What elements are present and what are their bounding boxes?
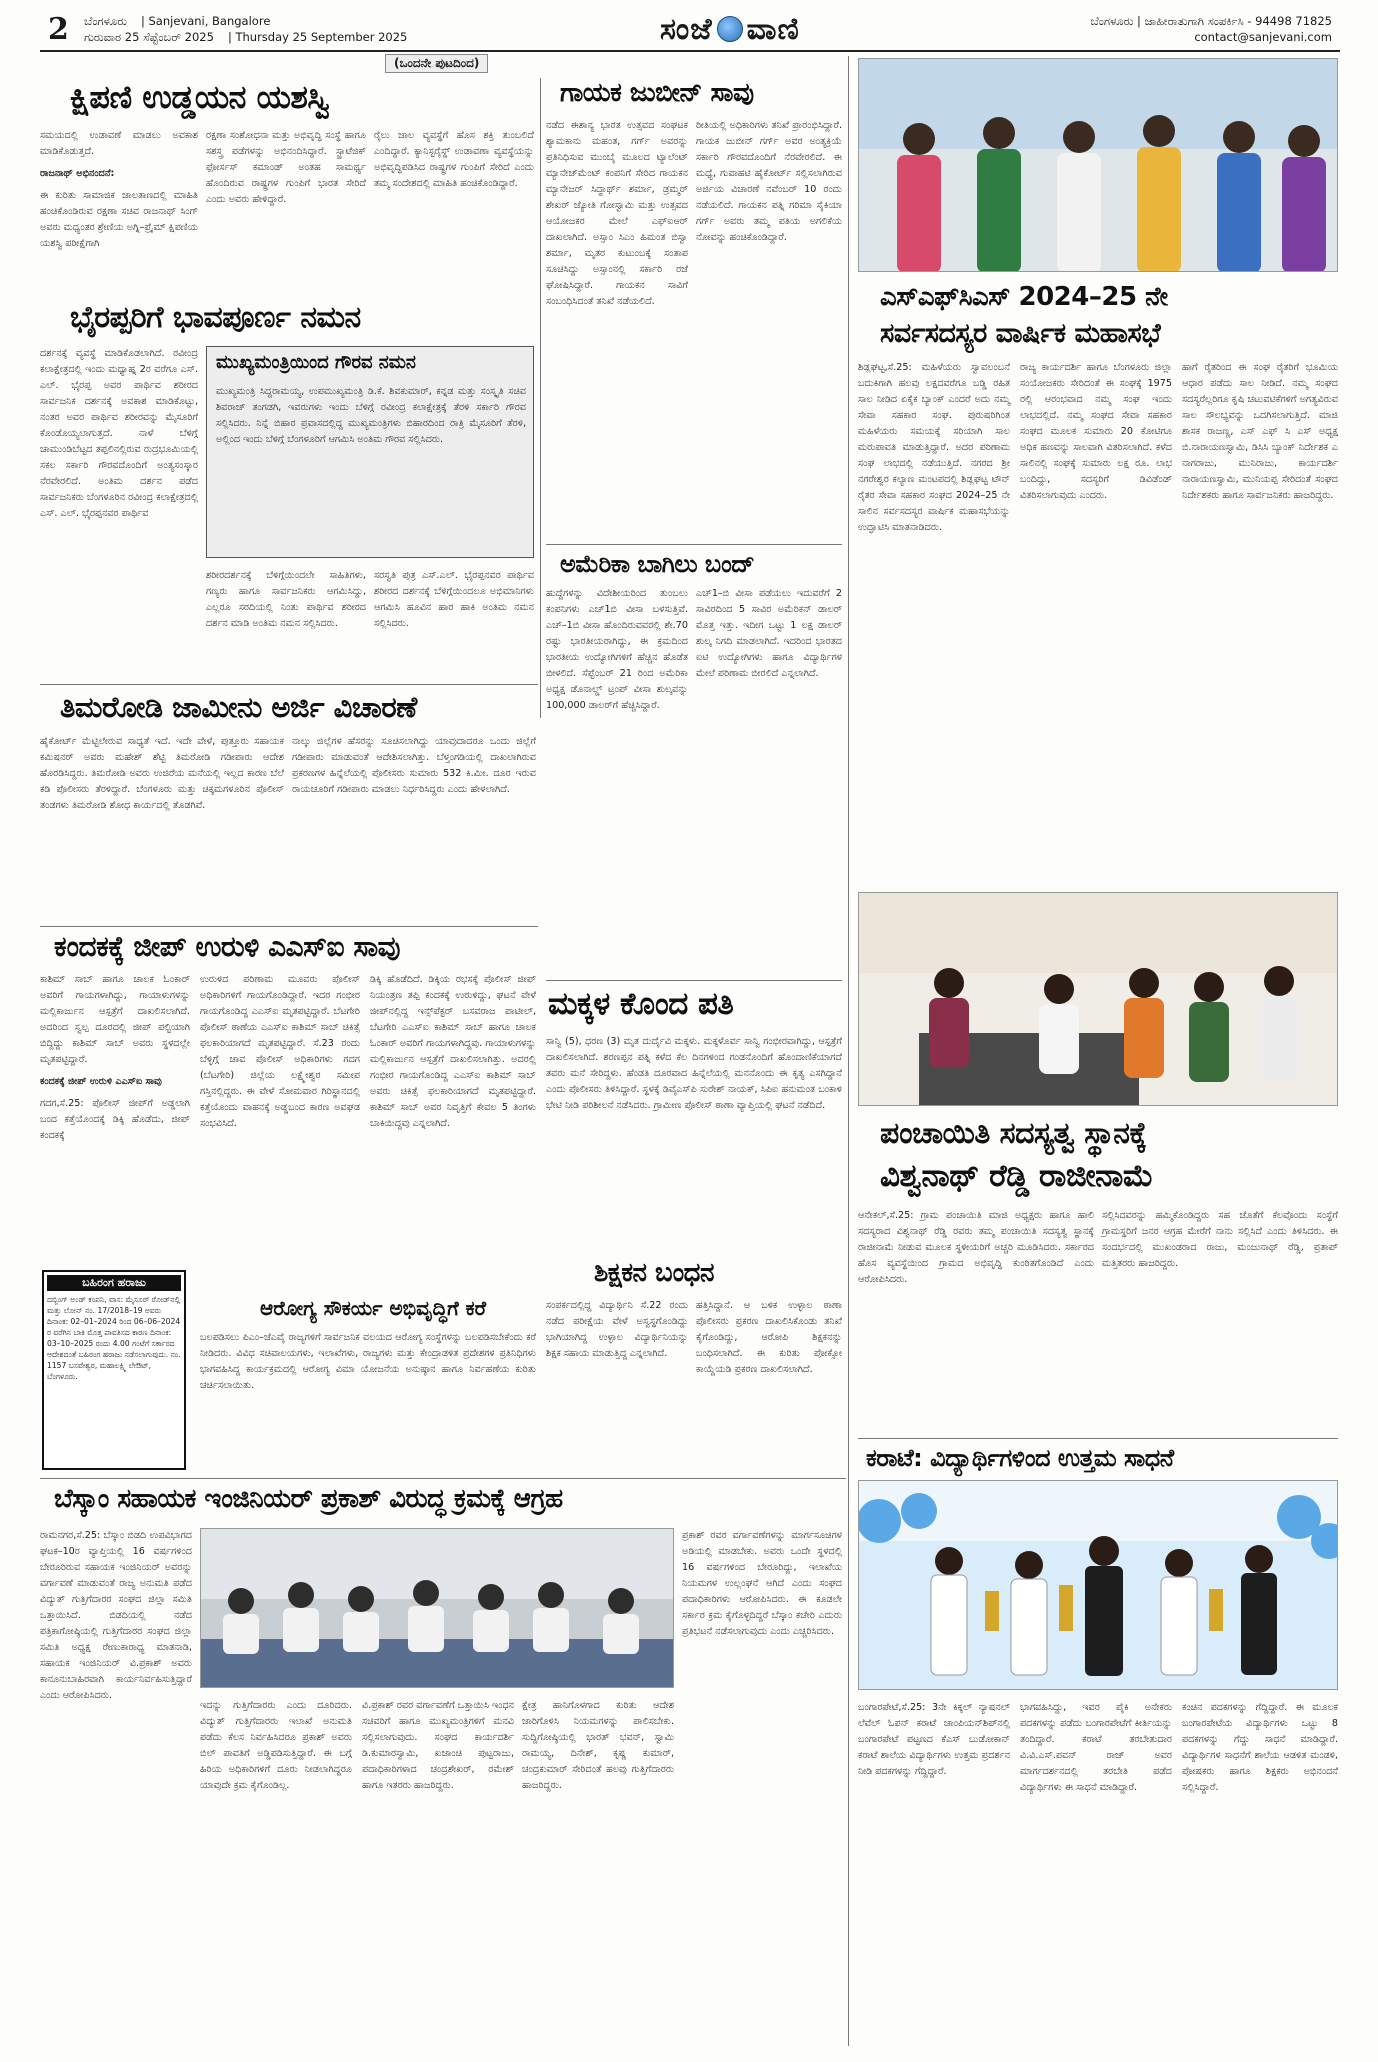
ad-contact: ಬೆಂಗಳೂರು | ಜಾಹೀರಾತುಗಾಗಿ ಸಂಪರ್ಕಿಸಿ - 94498 71825 [1090,14,1332,28]
resignation-image [859,893,1338,1106]
bescom-col5: ಕ್ಷೇತ್ರ ಹಾನಿಗೊಳಗಾದ ಕುರಿತು ಆದೇಶ ಜಾರಿಗೊಳಿಸಿ ನಿಯಮಗಳನ್ನು ಪಾಲಿಸಬೇಕು. ಸುದ್ದಿಗೋಷ್ಠಿಯಲ್ಲಿ ಭಾರತ್ ಭವನ್, ಸ್ವಾಮಿ ರಾಮಯ್ಯ, ದಿನೇಶ್, ಕೃಷ್ಣ ಕುಮಾರ್, ಚಂದ್ರಕುಮಾರ್ ಸೇರಿದಂತೆ ಹಲವು ಗುತ್ತಿಗೆದಾರರು ಹಾಜರಿದ್ದರು. [522,1700,674,1791]
globe-icon [717,16,743,42]
bail-col1: ಹೈಕೋರ್ಟ್ ಮೆಟ್ಟಿಲೇರುವ ಸಾಧ್ಯತೆ ಇದೆ. ಇದೇ ವೇಳೆ, ಪುತ್ತೂರು ಸಹಾಯಕ ಕಮಿಷನರ್ ಅವರು ಮಹೇಶ್ ಶೆಟ್ಟಿ ತಿಮರೋಡಿ ಗಡೀಪಾರು ಆದೇಶ ಹೊರಡಿಸಿದ್ದರು. ತಿಮರೋಡಿ ಅವರು ಉಜಿರೆಯ ಮನೆಯಲ್ಲಿ ಇಲ್ಲದ ಕಾರಣ ಬೆಲೆ ಕಡಿ ಪೊಲೀಸರು ತೆರಳಿದ್ದಾರೆ. ಬೆಂಗಳೂರು ಮತ್ತು ಚಿಕ್ಕಮಗಳೂರಿನ ಪೊಲೀಸ್ ತಂಡಗಳು ತಿಮರೋಡಿ ಶೋಧ ಕಾರ್ಯದಲ್ಲಿ ತೊಡಗಿವೆ. [40,736,284,811]
kids-headline: ಮಕ್ಕಳ ಕೊಂದ ಪತಿ [548,986,734,1022]
bescom-col3: ವಿ.ಪ್ರಕಾಶ್ ರವರ ವರ್ಗಾವಣೆಗೆ ಒತ್ತಾಯಿಸಿ ಇಂಧನ ಸಚಿವರಿಗೆ ಹಾಗೂ ಮುಖ್ಯಮಂತ್ರಿಗಳಿಗೆ ಮನವಿ ಸಲ್ಲಿಸಲಾಗುವುದು. ಸಂಘದ ಕಾರ್ಯದರ್ಶಿ ಡಿ.ಕುಮಾರಸ್ವಾಮಿ, ಖಜಾಂಚಿ ಪುಟ್ಟರಾಜು, ಪದಾಧಿಕಾರಿಗಳಾದ ಚಂದ್ರಶೇಖರ್, ರಮೇಶ್ ಹಾಗೂ ಇತರರು ಹಾಜರಿದ್ದರು. [362,1700,514,1791]
cm-tribute-right: ಸರಸ್ವತಿ ಪುತ್ರ ಎಸ್.ಎಲ್. ಭೈರಪ್ಪನವರ ಪಾರ್ಥಿವ ಶರೀರದ ದರ್ಶನಕ್ಕೆ ಬೆಳಿಗ್ಗೆಯಿಂದಲೂ ಅಭಿಮಾನಿಗಳು ಆಗಮಿಸಿ ಹೂವಿನ ಹಾರ ಹಾಕಿ ಅಂತಿಮ ನಮನ ಸಲ್ಲಿಸಿದರು. [374,570,534,629]
column-rule [540,78,541,718]
column-rule [848,56,849,2046]
page-number: 2 [48,12,69,47]
cm-tribute-body: ಮುಖ್ಯಮಂತ್ರಿ ಸಿದ್ದರಾಮಯ್ಯ, ಉಪಮುಖ್ಯಮಂತ್ರಿ ಡಿ.ಕೆ. ಶಿವಕುಮಾರ್, ಕನ್ನಡ ಮತ್ತು ಸಂಸ್ಕೃತಿ ಸಚಿವ ಶಿವರಾಜ್ ತಂಗಡಗಿ, ಇವರುಗಳು ಇಂದು ಬೆಳಿಗ್ಗೆ ರವೀಂದ್ರ ಕಲಾಕ್ಷೇತ್ರಕ್ಕೆ ತೆರಳಿ ಸರ್ಕಾರಿ ಗೌರವ ಸಲ್ಲಿಸಿದರು. ನಿನ್ನೆ ಬಿಹಾರ ಪ್ರವಾಸದಲ್ಲಿದ್ದ ಮುಖ್ಯಮಂತ್ರಿಗಳು ಬಿಹಾರದಿಂದ ರಾತ್ರಿ ಮೈಸೂರಿಗೆ ತೆರಳಿ, ಅಲ್ಲಿಂದ ಇಂದು ಬೆಳಿಗ್ಗೆ ಬೆಂಗಳೂರಿಗೆ ಆಗಮಿಸಿ ಅಂತಿಮ ಗೌರವ ಸಲ್ಲಿಸಿದರು. [216,386,526,445]
panchayat-photo [858,892,1338,1106]
singer-col1: ನಡೆದ ಈಶಾನ್ಯ ಭಾರತ ಉತ್ಸವದ ಸಂಘಟಕ ಶ್ಯಾಮಕಾನು ಮಹಂತ, ಗರ್ಗ್ ಅವರನ್ನು ಪ್ರತಿನಿಧಿಸುವ ಮುಂಬೈ ಮೂಲದ ಟ್ಯಾಲೆಂಟ್ ಮ್ಯಾನೇಜ್‌ಮೆಂಟ್ ಕಂಪನಿಗೆ ಸೇರಿದ ಗಾಯಕನ ಮ್ಯಾನೇಜರ್ ಸಿದ್ಧಾರ್ಥ್ ಶರ್ಮಾ, ಡ್ರಮ್ಮರ್ ಶೇಖರ್ ಜ್ಯೋತಿ ಗೋಸ್ವಾಮಿ ಮತ್ತು ಉತ್ಸವದ ಆಯೋಜಕರ ಮೇಲೆ ಎಫ್‌ಐಆರ್ ದಾಖಲಾಗಿದೆ. ಅಸ್ಸಾಂ ಸಿಎಂ ಹಿಮಂತ ಬಿಸ್ವಾ ಶರ್ಮಾ, ಮೃತರ ಕುಟುಂಬಕ್ಕೆ ಸಂತಾಪ ಸೂಚಿಸಿದ್ದು ಅಸ್ಸಾಂನಲ್ಲಿ ಸರ್ಕಾರಿ ರಜೆ ಘೋಷಿಸಿದ್ದಾರೆ. ಗಾಯಕನ ಸಾವಿಗೆ ಸಂಬಂಧಿಸಿದಂತೆ ತನಿಖೆ ನಡೆಯಲಿದೆ. [546,120,688,307]
sfcs-col3: ಹಾಗೆ ರೈತರಿಂದ ಈ ಸಂಘ ರೈತರಿಗೆ ಭೂಮಿಯ ಆಧಾರ ಪಡೆದು ಸಾಲ ನೀಡಿದೆ. ನಮ್ಮ ಸಂಘದ ಸದಸ್ಯರೆಲ್ಲರಿಗೂ ಕೃಷಿ ಚಟುವಟಿಕೆಗಳಿಗೆ ಅಗತ್ಯವಿರುವ ಸಾಲ ಸೌಲಭ್ಯವನ್ನು ಒದಗಿಸಲಾಗುತ್ತಿದೆ. ಮಾಜಿ ಶಾಸಕ ರಾಜಣ್ಣ, ಎಸ್ ಎಫ್ ಸಿ ಎಸ್ ಅಧ್ಯಕ್ಷ ಬಿ.ನಾರಾಯಣಸ್ವಾಮಿ, ಡಿಸಿಸಿ ಬ್ಯಾಂಕ್ ನಿರ್ದೇಶಕ ಎ ನಾಗರಾಜು, ಮುನಿರಾಜು, ಕಾರ್ಯದರ್ಶಿ ನಾರಾಯಣಸ್ವಾಮಿ, ಮುನಿಯಪ್ಪ ಸೇರಿದಂತೆ ಸಂಘದ ನಿರ್ದೇಶಕರು ಹಾಗೂ ಸಾರ್ವಜನಿಕರು ಹಾಜರಿದ್ದರು. [1182,362,1338,501]
bescom-press-photo [200,1528,674,1688]
jeep-text-2: ಗದಗ,ಸೆ.25: ಪೊಲೀಸ್ ಜೀಪ್‌ಗೆ ಅಡ್ಡಲಾಗಿ ಬಂದ ಕತ್ತೆಯೊಂದಕ್ಕೆ ಡಿಕ್ಕಿ ಹೊಡೆದು, ಜೀಪ್ ಕಂದಕಕ್ಕೆ [40,1098,190,1141]
missile-col1 [40,128,198,258]
sfcs-col1: ಶಿಡ್ಲಘಟ್ಟ,ಸೆ.25: ಮಹಿಳೆಯರು ಸ್ವಾವಲಂಬನೆ ಬದುಕಿಗಾಗಿ ಹಲವು ಲಕ್ಷದವರೆಗೂ ಬಡ್ಡಿ ರಹಿತ ಸಾಲ ನೀಡಿದ ಏಕೈಕ ಬ್ಯಾಂಕ್ ಎಂದರೆ ಅದು ನಮ್ಮ ಸೇವಾ ಸಹಕಾರ ಸಂಘ. ಪುರುಷರಿಗಿಂತ ಮಹಿಳೆಯರು ಸಮಯಕ್ಕೆ ಸರಿಯಾಗಿ ಸಾಲ ಮರುಪಾವತಿ ಮಾಡುತ್ತಿದ್ದಾರೆ. ಅದರ ಪರಿಣಾಮ ಸಂಘ ಲಾಭದಲ್ಲಿ ನಡೆಯುತ್ತಿದೆ. ನಗರದ ಶ್ರೀ ನಗರೇಶ್ವರ ಕಲ್ಯಾಣ ಮಂಟಪದಲ್ಲಿ ಶಿಡ್ಲಘಟ್ಟ ಟೌನ್ ರೈತರ ಸೇವಾ ಸಹಕಾರ ಸಂಘದ 2024–25 ನೇ ಸಾಲಿನ ಸರ್ವಸದಸ್ಯರ ವಾರ್ಷಿಕ ಮಹಾಸಭೆಯನ್ನು ಉದ್ಘಾಟಿಸಿ ಮಾತನಾಡಿದರು. [858,362,1010,533]
singer-col2: ರೀತಿಯಲ್ಲಿ ಅಧಿಕಾರಿಗಳು ತನಿಖೆ ಪ್ರಾರಂಭಿಸಿದ್ದಾರೆ. ಗಾಯಕ ಜುಬೀನ್ ಗರ್ಗ್ ಅವರ ಅಂತ್ಯಕ್ರಿಯೆ ಸರ್ಕಾರಿ ಗೌರವದೊಂದಿಗೆ ನೆರವೇರಲಿದೆ. ಈ ಮಧ್ಯೆ, ಗುವಾಹಟಿ ಹೈಕೋರ್ಟ್ ಸಲ್ಲಿಸಲಾಗಿರುವ ಅರ್ಜಿಯ ವಿಚಾರಣೆ ನವೆಂಬರ್ 10 ರಂದು ನಡೆಯಲಿದೆ. ಗಾಯಕನ ಪತ್ನಿ ಗರಿಮಾ ಸೈಕಿಯಾ ಗರ್ಗ್ ಅವರು ತಮ್ಮ ಪತಿಯ ಅಗಲಿಕೆಯ ನೋವನ್ನು ಹಂಚಿಕೊಂಡಿದ್ದಾರೆ. [696,120,842,243]
date-english: | Thursday 25 September 2025 [227,30,408,44]
continued-tag: (ಒಂದನೇ ಪುಟದಿಂದ) [385,54,488,73]
press-conference-image [201,1529,674,1688]
missile-text-2: ಈ ಕುರಿತು ಸಾಮಾಜಿಕ ಜಾಲತಾಣದಲ್ಲಿ ಮಾಹಿತಿ ಹಂಚಿಕೊಂಡಿರುವ ರಕ್ಷಣಾ ಸಚಿವ ರಾಜನಾಥ್ ಸಿಂಗ್ ಅವರು ಮಧ್ಯಂತರ ಶ್ರೇಣಿಯ ಅಗ್ನಿ–ಪ್ರೈಮ್ ಕ್ಷಿಪಣಿಯ ಯಶಸ್ವಿ ಪರೀಕ್ಷೆಗಾಗಿ [40,190,198,249]
jeep-col1 [40,972,190,1150]
auction-ad-title: ಬಹಿರಂಗ ಹರಾಜು [47,1275,181,1291]
jeep-col2: ಉರುಳಿದ ಪರಿಣಾಮ ಮೂವರು ಪೊಲೀಸ್ ಅಧಿಕಾರಿಗಳಿಗೆ ಗಾಯಗೊಂಡಿದ್ದಾರೆ. ಇದರ ಗಂಭೀರ ಗಾಯಗೊಂಡಿದ್ದ ಎಎಸ್‌ಐ ಮೃತಪಟ್ಟಿದ್ದಾರೆ. ಬೆಟಗೇರಿ ಪೊಲೀಸ್ ಠಾಣೆಯ ಎಎಸ್‌ಐ ಕಾಶಿಮ್ ಸಾಬ್ ಚಿಕಿತ್ಸೆ ಫಲಕಾರಿಯಾಗದೆ ಮೃತಪಟ್ಟಿದ್ದಾರೆ. ಸೆ.23 ರಂದು ಬೆಳ್ಳಿಗ್ಗೆ ಜಾವ ಪೊಲೀಸ್ ಅಧಿಕಾರಿಗಳು ಗದಗ (ಬೆಟಗೇರಿ) ಜಿಲ್ಲೆಯ ಲಕ್ಷ್ಮೇಶ್ವರ ಸಮೀಪ ಗಸ್ತಿನಲ್ಲಿದ್ದರು. ಈ ವೇಳೆ ಸೋಮವಾರ ಗಿರಿಸ್ಥಾನದಲ್ಲಿ ಕತ್ತೆಯೊಂದು ವಾಹನಕ್ಕೆ ಅಡ್ಡಬಂದ ಕಾರಣ ಅವಘಡ ಸಂಭವಿಸಿದೆ. [200,974,360,1129]
us-col1: ಹುದ್ದೆಗಳನ್ನು ವಿದೇಶೀಯರಿಂದ ತುಂಬಲು ಕಂಪನಿಗಳು ಎಚ್‌1ಬಿ ವೀಸಾ ಬಳಸುತ್ತಿವೆ. ಎಚ್‌–1ಬಿ ವೀಸಾ ಹೊಂದಿರುವವರಲ್ಲಿ ಶೇ.70 ರಷ್ಟು ಭಾರತೀಯರಾಗಿದ್ದು, ಈ ಕ್ರಮದಿಂದ ಭಾರತೀಯ ಉದ್ಯೋಗಿಗಳಿಗೆ ಹೆಚ್ಚಿನ ಹೊಡೆತ ಬೀಳಲಿದೆ. ಸೆಪ್ಟೆಂಬರ್ 21 ರಿಂದ ಅಮೆರಿಕಾ ಅಧ್ಯಕ್ಷ ಡೊನಾಲ್ಡ್ ಟ್ರಂಪ್ ವೀಸಾ ಶುಲ್ಕವನ್ನು 100,000 ಡಾಲರ್‌ಗೆ ಹೆಚ್ಚಿಸಿದ್ದಾರೆ. [546,588,688,711]
masthead-rule [40,50,1340,52]
teacher-headline: ಶಿಕ್ಷಕನ ಬಂಧನ [594,1258,714,1288]
us-col2: ಎಚ್‌1–ಬಿ ವೀಸಾ ಪಡೆಯಲು ಇದುವರೆಗೆ 2 ಸಾವಿರದಿಂದ 5 ಸಾವಿರ ಅಮೆರಿಕನ್ ಡಾಲರ್ ಮೊತ್ತ ಇತ್ತು. ಇದೀಗ ಒಟ್ಟು 1 ಲಕ್ಷ ಡಾಲರ್ ಶುಲ್ಕ ನಿಗದಿ ಮಾಡಲಾಗಿದೆ. ಇದರಿಂದ ಭಾರತದ ಐಟಿ ಉದ್ಯೋಗಿಗಳು ಹಾಗೂ ವಿದ್ಯಾರ್ಥಿಗಳ ಮೇಲೆ ಪರಿಣಾಮ ಬೀರಲಿದೆ ಎನ್ನಲಾಗಿದೆ. [696,588,842,679]
cm-tribute-box [206,346,534,558]
felicitation-image [859,59,1338,272]
missile-headline: ಕ್ಷಿಪಣಿ ಉಡ್ಡಯನ ಯಶಸ್ವಿ [70,78,330,116]
date-kannada: ಗುರುವಾರ 25 ಸೆಪ್ಟೆಂಬರ್ 2025 [84,30,214,44]
section-rule [546,980,842,981]
missile-subhead: ರಾಜನಾಥ್ ಅಭಿನಂದನೆ: [40,168,115,179]
karate-col3: ಕಂಚಿನ ಪದಕಗಳನ್ನು ಗೆದ್ದಿದ್ದಾರೆ. ಈ ಮೂಲಕ ಬಂಗಾರಪೇಟೆಯ ವಿದ್ಯಾರ್ಥಿಗಳು ಒಟ್ಟು 8 ಪದಕಗಳನ್ನು ಗೆದ್ದು ಸಾಧನೆ ಮಾಡಿದ್ದಾರೆ. ವಿದ್ಯಾರ್ಥಿಗಳ ಸಾಧನೆಗೆ ಶಾಲೆಯ ಆಡಳಿತ ಮಂಡಳಿ, ಪೋಷಕರು ಹಾಗೂ ಶಿಕ್ಷಕರು ಅಭಿನಂದನೆ ಸಲ್ಲಿಸಿದ್ದಾರೆ. [1182,1702,1338,1793]
bail-headline: ತಿಮರೋಡಿ ಜಾಮೀನು ಅರ್ಜಿ ವಿಚಾರಣೆ [60,690,417,724]
paper-name: | Sanjevani, Bangalore [140,14,271,28]
panchayat-col1: ಆನೇಕಲ್,ಸೆ.25: ಗ್ರಾಮ ಪಂಚಾಯಿತಿ ಮಾಜಿ ಅಧ್ಯಕ್ಷರು ಹಾಗೂ ಹಾಲಿ ಸದಸ್ಯರಾದ ವಿಶ್ವನಾಥ್ ರೆಡ್ಡಿ ರವರು ತಮ್ಮ ಪಂಚಾಯಿತಿ ಸದಸ್ಯತ್ವ ಸ್ಥಾನಕ್ಕೆ ರಾಜೀನಾಮೆ ನೀಡುವ ಮೂಲಕ ಸ್ಥಳೀಯರಿಗೆ ಅಚ್ಚರಿ ಮೂಡಿಸಿದರು. ಸರ್ಕಾರದ ಹೊಸ ವ್ಯವಸ್ಥೆಯಿಂದ ಗ್ರಾಮದ ಅಭಿವೃದ್ಧಿ ಕುಂಠಿತಗೊಂಡಿದೆ ಎಂದು ಆರೋಪಿಸಿದರು. [858,1210,1094,1285]
bhyrappa-col1: ದರ್ಶನಕ್ಕೆ ವ್ಯವಸ್ಥೆ ಮಾಡಿಕೊಡಲಾಗಿದೆ. ರವೀಂದ್ರ ಕಲಾಕ್ಷೇತ್ರದಲ್ಲಿ ಇಂದು ಮಧ್ಯಾಹ್ನ 2ರ ವರೆಗೂ ಎಸ್. ಎಲ್. ಭೈರಪ್ಪ ಅವರ ಪಾರ್ಥಿವ ಶರೀರದ ಸಾರ್ವಜನಿಕ ದರ್ಶನಕ್ಕೆ ಅವಕಾಶ ಮಾಡಿಕೊಟ್ಟು, ನಂತರ ಅವರ ಪಾರ್ಥಿವ ಶರೀರವನ್ನು ಮೈಸೂರಿಗೆ ಕೊಂಡೊಯ್ಯಲಾಗುತ್ತದೆ. ನಾಳೆ ಬೆಳಿಗ್ಗೆ ಚಾಮುಂಡಿಬೆಟ್ಟದ ತಪ್ಪಲಿನಲ್ಲಿರುವ ರುದ್ರಭೂಮಿಯಲ್ಲಿ ಸಕಲ ಸರ್ಕಾರಿ ಗೌರವದೊಂದಿಗೆ ಅಂತ್ಯಸಂಸ್ಕಾರ ನೆರವೇರಲಿದೆ. ಅಂತಿಮ ದರ್ಶನ ಪಡೆದ ಸಾರ್ವಜನಿಕರು ಬೆಂಗಳೂರಿನ ರವೀಂದ್ರ ಕಲಾಕ್ಷೇತ್ರದಲ್ಲಿ ಎಸ್. ಎಲ್. ಭೈರಪ್ಪನವರ ಪಾರ್ಥಿವ [40,348,198,519]
teacher-col2: ಹತ್ತಿಸಿದ್ದಾನೆ. ಆ ಬಳಿಕ ಉಳ್ಳಾಲ ಠಾಣಾ ಪೊಲೀಸರು ಪ್ರಕರಣ ದಾಖಲಿಸಿಕೊಂಡು ತನಿಖೆ ಕೈಗೊಂಡಿದ್ದು, ಆರೋಪಿ ಶಿಕ್ಷಕನನ್ನು ಬಂಧಿಸಲಾಗಿದೆ. ಈ ಕುರಿತು ಪೋಕ್ಸೋ ಕಾಯ್ದೆಯಡಿ ಪ್ರಕರಣ ದಾಖಲಿಸಲಾಗಿದೆ. [696,1300,842,1375]
kids-body: ಸಾನ್ವಿ (5), ಧರಣ (3) ಮೃತ ದುರ್ದೈವಿ ಮಕ್ಕಳು. ಮಕ್ಕಳೊರ್ವ ಸಾನ್ವಿ ಗಂಭೀರವಾಗಿದ್ದು, ಆಸ್ಪತ್ರೆಗೆ ದಾಖಲಿಸಲಾಗಿದೆ. ಶರಣಪ್ಪನ ಪತ್ನಿ ಕಳೆದ ಕೆಲ ದಿನಗಳಿಂದ ಗಂಡನೊಂದಿಗೆ ಹೊಂದಾಣಿಕೆಯಾಗದೆ ತವರು ಮನೆ ಸೇರಿದ್ದಳು. ಹೆಂಡತಿ ದೂರವಾದ ಹಿನ್ನೆಲೆಯಲ್ಲಿ ಮನನೊಂದು ಈ ಕೃತ್ಯ ಎಸಗಿದ್ದಾನೆ ಎಂದು ಪೊಲೀಸರು ತಿಳಿಸಿದ್ದಾರೆ. ಸ್ಥಳಕ್ಕೆ ಡಿವೈಎಸ್‌ಪಿ ಸುರೇಶ್ ನಾಯಕ್, ಸಿಪಿಐ ಹನುಮಂತ ಬಂಕಾಳಿ ಭೇಟಿ ನೀಡಿ ಪರಿಶೀಲನೆ ನಡೆಸಿದರು. ಗ್ರಾಮೀಣ ಪೊಲೀಸ್ ಠಾಣಾ ವ್ಯಾಪ್ತಿಯಲ್ಲಿ ಘಟನೆ ನಡೆದಿದೆ. [546,1036,842,1111]
bescom-col4: ಪ್ರಕಾಶ್ ರವರ ವರ್ಗಾವಣೆಗಳನ್ನು ಮಾರ್ಗಸೂಚಿಗಳ ಅಡಿಯಲ್ಲಿ ಮಾಡಬೇಕು. ಅವರು ಒಂದೇ ಸ್ಥಳದಲ್ಲಿ 16 ವರ್ಷಗಳಿಂದ ಬೇರೂರಿದ್ದು, ಇಲಾಖೆಯ ನಿಯಮಗಳ ಉಲ್ಲಂಘನೆ ಆಗಿದೆ ಎಂದು ಸಂಘದ ಪದಾಧಿಕಾರಿಗಳು ಆರೋಪಿಸಿದರು. ಈ ಕೂಡಲೇ ಸರ್ಕಾರ ಕ್ರಮ ಕೈಗೊಳ್ಳದಿದ್ದರೆ ಬೆಸ್ಕಾಂ ಕಚೇರಿ ಎದುರು ಪ್ರತಿಭಟನೆ ನಡೆಸಲಾಗುವುದು ಎಂದು ಎಚ್ಚರಿಸಿದರು. [682,1530,842,1637]
bail-col2: ನಾಲ್ಕು ಜಿಲ್ಲೆಗಳ ಹೆಸರನ್ನು ಸೂಚಿಸಲಾಗಿದ್ದು ಯಾವುದಾದರೂ ಒಂದು ಜಿಲ್ಲೆಗೆ ಗಡೀಪಾರು ಮಾಡುವಂತೆ ಆದೇಶಿಸಲಾಗಿತ್ತು. ಬೆಳ್ತಂಗಡಿಯಲ್ಲಿ ದಾಖಲಾಗಿರುವ ಪ್ರಕರಣಗಳ ಹಿನ್ನೆಲೆಯಲ್ಲಿ ಪೊಲೀಸರು ಸುಮಾರು 532 ಕಿ.ಮೀ. ದೂರ ಇರುವ ರಾಯಚೂರಿಗೆ ಗಡೀಪಾರು ಮಾಡಲು ನಿರ್ಧರಿಸಿದ್ದರು ಎಂದು ಹೇಳಲಾಗಿದೆ. [292,736,536,795]
health-headline: ಆರೋಗ್ಯ ಸೌಕರ್ಯ ಅಭಿವೃದ್ಧಿಗೆ ಕರೆ [260,1296,487,1320]
missile-col3: ರೈಲು ಜಾಲ ವ್ಯವಸ್ಥೆಗೆ ಹೊಸ ಶಕ್ತಿ ತುಂಬಲಿದೆ ಎಂದಿದ್ದಾರೆ. ಕ್ಯಾನಿಸ್ಟರೈಸ್ಡ್ ಉಡಾವಣಾ ವ್ಯವಸ್ಥೆಯನ್ನು ಅಭಿವೃದ್ಧಿಪಡಿಸಿದ ರಾಷ್ಟ್ರಗಳ ಗುಂಪಿಗೆ ಸೇರಿದೆ ಎಂದು ತಮ್ಮ ಸಂದೇಶದಲ್ಲಿ ಮಾಹಿತಿ ಹಂಚಿಕೊಂಡಿದ್ದಾರೆ. [374,130,534,189]
section-rule [546,544,842,545]
cm-tribute-left: ಶರೀರದರ್ಶನಕ್ಕೆ ಬೆಳಿಗ್ಗೆಯಿಂದಲೇ ಸಾಹಿತಿಗಳು, ಗಣ್ಯರು ಹಾಗೂ ಸಾರ್ವಜನಿಕರು ಆಗಮಿಸಿದ್ದು, ಎಲ್ಲರೂ ಸರದಿಯಲ್ಲಿ ನಿಂತು ಪಾರ್ಥಿವ ಶರೀರದ ದರ್ಶನ ಮಾಡಿ ಅಂತಿಮ ನಮನ ಸಲ್ಲಿಸಿದರು. [206,570,366,629]
panchayat-headline-2: ವಿಶ್ವನಾಥ್ ರೆಡ್ಡಿ ರಾಜೀನಾಮೆ [880,1158,1154,1194]
jeep-headline: ಕಂದಕಕ್ಕೆ ಜೀಪ್ ಉರುಳಿ ಎಎಸ್‌ಐ ಸಾವು [54,930,400,963]
sfcs-photo [858,58,1338,272]
newspaper-logo: ಸಂಜೆ ವಾಣಿ [660,12,800,47]
karate-headline: ಕರಾಟೆ: ವಿದ್ಯಾರ್ಥಿಗಳಿಂದ ಉತ್ತಮ ಸಾಧನೆ [866,1444,1174,1472]
jeep-col3: ಡಿಕ್ಕಿ ಹೊಡೆದಿದೆ. ಡಿಕ್ಕಿಯ ರಭಸಕ್ಕೆ ಪೊಲೀಸ್ ಜೀಪ್ ನಿಯಂತ್ರಣ ತಪ್ಪಿ ಕಂದಕಕ್ಕೆ ಉರುಳಿದ್ದು, ಘಟನೆ ವೇಳೆ ಜೀಪ್‌ನಲ್ಲಿದ್ದ ಇನ್ಸ್‌ಪೆಕ್ಟರ್ ಬಸವರಾಜ ಪಾಟೀಲ್, ಬೆಟಗೇರಿ ಎಎಸ್‌ಐ ಕಾಶಿಮ್ ಸಾಬ್ ಹಾಗೂ ಚಾಲಕ ಓಂಕಾರ್ ಅವರಿಗೆ ಗಾಯಗಳಾಗಿದ್ದವು. ಗಾಯಾಳುಗಳನ್ನು ಮಲ್ಲಿಕಾರ್ಜುನ ಆಸ್ಪತ್ರೆಗೆ ದಾಖಲಿಸಲಾಗಿತ್ತು. ಅದರಲ್ಲಿ ಗಂಭೀರ ಗಾಯಗೊಂಡಿದ್ದ ಎಎಸ್‌ಐ ಕಾಶಿಮ್ ಸಾಬ್ ಅವರು ಚಿಕಿತ್ಸೆ ಫಲಕಾರಿಯಾಗದೆ ಮೃತಪಟ್ಟಿದ್ದಾರೆ. ಕಾಶಿಮ್ ಸಾಬ್ ಅವರ ನಿವೃತ್ತಿಗೆ ಕೇವಲ 5 ತಿಂಗಳು ಬಾಕಿಯಿದ್ದವು ಎನ್ನಲಾಗಿದೆ. [370,974,536,1129]
masthead-dateline [84,13,421,45]
auction-ad [42,1270,186,1470]
section-rule [40,684,538,685]
jeep-subhead: ಕಂದಕಕ್ಕೆ ಜೀಪ್ ಉರುಳಿ ಎಎಸ್‌ಐ ಸಾವು [40,1076,162,1087]
missile-col2: ರಕ್ಷಣಾ ಸಂಶೋಧನಾ ಮತ್ತು ಅಭಿವೃದ್ಧಿ ಸಂಸ್ಥೆ ಹಾಗೂ ಸಶಸ್ತ್ರ ಪಡೆಗಳನ್ನು ಅಭಿನಂದಿಸಿದ್ದಾರೆ. ಸ್ಟ್ರಾಟೆಜಿಕ್ ಫೋರ್ಸಸ್ ಕಮಾಂಡ್ ಅಂತಹ ಸಾಮರ್ಥ್ಯ ಹೊಂದಿರುವ ರಾಷ್ಟ್ರಗಳ ಗುಂಪಿಗೆ ಭಾರತ ಸೇರಿದೆ ಎಂದು ಅವರು ಹೇಳಿದ್ದಾರೆ. [206,130,366,205]
auction-ad-body: ದಬ್ಬಿಂಗ್ ಅಂಡ್ ಕಂಪನಿ, ವಾಸ: ಮೈಸೂರ್ ರೋಡ್‌ನಲ್ಲಿ ಮತ್ತು ಲೋನ್ ನಂ. 17/2018–19 ಅವರು ದಿನಾಂಕ: 02–01–2024 ರಿಂದ 06–06–2024 ರ ವರೆಗಿನ ಬಾಕಿ ಮೊತ್ತ ಪಾವತಿಸದ ಕಾರಣ ದಿನಾಂಕ: 03–10–2025 ರಂದು 4.00 ಗಂಟೆಗೆ ಸರ್ಕಾರದ ಆದೇಶದಂತೆ ಬಹಿರಂಗ ಹರಾಜು ನಡೆಸಲಾಗುವುದು. ನಂ. 1157 ಬಸವೇಶ್ವರ, ಮಹಾಲಕ್ಷ್ಮಿ ಲೇಔಟ್, ಬೆಂಗಳೂರು. [47,1295,181,1381]
teacher-col1: ಸಂಪರ್ಕದಲ್ಲಿದ್ದ ವಿದ್ಯಾರ್ಥಿನಿ ಸೆ.22 ರಂದು ನಡೆದ ಪರೀಕ್ಷೆಯ ವೇಳೆ ಅಸ್ವಸ್ಥಗೊಂಡಿದ್ದು ಭಾಗಿಯಾಗಿದ್ದ ಉಳ್ಳಾಲ ವಿದ್ಯಾರ್ಥಿನಿಯನ್ನು ಶಿಕ್ಷಕ ಸಹಾಯ ಮಾಡುತ್ತಿದ್ದ ಎನ್ನಲಾಗಿದೆ. [546,1300,688,1359]
sfcs-headline-1: ಎಸ್‌ಎಫ್‌ಸಿಎಸ್ 2024–25 ನೇ [880,282,1168,312]
section-rule [40,926,538,927]
karate-col1: ಬಂಗಾರಪೇಟೆ,ಸೆ.25: 3ನೇ ಕಿಕ್ಕಲ್ ನ್ಯಾಷನಲ್ ಲೆವೆಲ್ ಓಪನ್ ಕರಾಟೆ ಚಾಂಪಿಯನ್‌ಶಿಪ್‌ನಲ್ಲಿ ಬಂಗಾರಪೇಟೆ ಪಟ್ಟಣದ ಕೆಎಸ್ ಬುಡೋಕಾನ್ ಕರಾಟೆ ಶಾಲೆಯ ವಿದ್ಯಾರ್ಥಿಗಳು ಉತ್ತಮ ಪ್ರದರ್ಶನ ನೀಡಿ ಪದಕಗಳನ್ನು ಗೆದ್ದಿದ್ದಾರೆ. [858,1702,1010,1777]
karate-photo [858,1480,1338,1690]
masthead [40,8,1340,50]
karate-students-image [859,1481,1338,1690]
cm-tribute-headline: ಮುಖ್ಯಮಂತ್ರಿಯಿಂದ ಗೌರವ ನಮನ [216,352,416,373]
singer-headline: ಗಾಯಕ ಜುಬೀನ್ ಸಾವು [560,78,754,108]
jeep-text-1: ಕಾಶಿಮ್ ಸಾಬ್ ಹಾಗೂ ಚಾಲಕ ಓಂಕಾರ್ ಅವರಿಗೆ ಗಾಯಗಳಾಗಿದ್ದು, ಗಾಯಾಳುಗಳನ್ನು ಮಲ್ಲಿಕಾರ್ಜುನ ಆಸ್ಪತ್ರೆಗೆ ದಾಖಲಿಸಲಾಗಿದೆ. ಅದರಿಂದ ಸ್ವಲ್ಪ ದೂರದಲ್ಲಿ ಜೀಪ್ ಪಲ್ಟಿಯಾಗಿ ಬಿದ್ದಿದ್ದು ಕಾಶಿಮ್ ಸಾಬ್ ಅವರು ಸ್ಥಳದಲ್ಲೇ ಮೃತಪಟ್ಟಿದ್ದಾರೆ. [40,974,190,1065]
contact-email[interactable]: contact@sanjevani.com [1194,30,1332,44]
section-rule [858,1438,1338,1439]
health-body: ಬಲಪಡಿಸಲು ಪಿಎಂ–ಜೆಎವೈ ರಾಜ್ಯಗಳಿಗೆ ಸಾರ್ವಜನಿಕ ವಲಯದ ಆರೋಗ್ಯ ಸಂಸ್ಥೆಗಳನ್ನು ಬಲಪಡಿಸಬೇಕೆಂದು ಕರೆ ನೀಡಿದರು. ವಿವಿಧ ಸಚಿವಾಲಯಗಳು, ಇಲಾಖೆಗಳು, ರಾಜ್ಯಗಳು ಮತ್ತು ಕೇಂದ್ರಾಡಳಿತ ಪ್ರದೇಶಗಳ ಪ್ರತಿನಿಧಿಗಳು ಭಾಗವಹಿಸಿದ್ದ ಕಾರ್ಯಕ್ರಮದಲ್ಲಿ ಆರೋಗ್ಯ ವಿಮಾ ಯೋಜನೆಯ ಅನುಷ್ಠಾನ ಹಾಗೂ ನಿರ್ವಹಣೆಯ ಕುರಿತು ಚರ್ಚಿಸಲಾಯಿತು. [200,1332,536,1391]
sfcs-col2: ರಾಜ್ಯ ಕಾರ್ಯದರ್ಶಿ ಹಾಗೂ ಬೆಂಗಳೂರು ಜಿಲ್ಲಾ ಸಂಯೋಜಕರು ಸೇರಿದಂತೆ ಈ ಸಂಘಕ್ಕೆ 1975 ರಲ್ಲಿ ಆರಂಭವಾದ ನಮ್ಮ ಸಂಘ ಇಂದು ಲಾಭದಲ್ಲಿದೆ. ನಮ್ಮ ಸಂಘದ ಸೇವಾ ಸಹಕಾರ ಸಂಘದ ಮೂಲಕ ಸುಮಾರು 20 ಕೋಟಿಗೂ ಅಧಿಕ ಹಣವನ್ನು ಸಾಲವಾಗಿ ವಿತರಿಸಲಾಗಿದೆ. ಕಳೆದ ಸಾಲಿನಲ್ಲಿ ಸಂಘಕ್ಕೆ ಸುಮಾರು ಲಕ್ಷ ರೂ. ಲಾಭ ಬಂದಿದ್ದು, ಸದಸ್ಯರಿಗೆ ಡಿವಿಡೆಂಡ್ ವಿತರಿಸಲಾಗುವುದು ಎಂದರು. [1020,362,1172,501]
karate-col2: ಭಾಗವಹಿಸಿದ್ದು, ಇವರ ಪೈಕಿ ಅನೇಕರು ಪದಕಗಳನ್ನು ಪಡೆದು ಬಂಗಾರಪೇಟೆಗೆ ಕೀರ್ತಿಯನ್ನು ತಂದಿದ್ದಾರೆ. ಕರಾಟೆ ತರಬೇತುದಾರ ವಿ.ವಿ.ಎಸ್.ಪವನ್ ರಾಜ್ ಅವರ ಮಾರ್ಗದರ್ಶನದಲ್ಲಿ ತರಬೇತಿ ಪಡೆದ ವಿದ್ಯಾರ್ಥಿಗಳು ಈ ಸಾಧನೆ ಮಾಡಿದ್ದಾರೆ. [1020,1702,1172,1793]
bescom-col2: ಇದನ್ನು ಗುತ್ತಿಗೆದಾರರು ಎಂದು ದೂರಿದರು. ವಿದ್ಯುತ್ ಗುತ್ತಿಗೆದಾರರು ಇಲಾಖೆ ಅನುಮತಿ ಪಡೆದು ಕೆಲಸ ನಿರ್ವಹಿಸಿದರೂ ಪ್ರಕಾಶ್ ಅವರು ಬಿಲ್ ಪಾವತಿಗೆ ಅಡ್ಡಿಪಡಿಸುತ್ತಿದ್ದಾರೆ. ಈ ಬಗ್ಗೆ ಹಿರಿಯ ಅಧಿಕಾರಿಗಳಿಗೆ ದೂರು ನೀಡಲಾಗಿದ್ದರೂ ಯಾವುದೇ ಕ್ರಮ ಕೈಗೊಂಡಿಲ್ಲ. [200,1700,352,1791]
sfcs-headline-2: ಸರ್ವಸದಸ್ಯರ ವಾರ್ಷಿಕ ಮಹಾಸಭೆ [880,318,1161,349]
us-headline: ಅಮೆರಿಕಾ ಬಾಗಿಲು ಬಂದ್ [560,550,755,578]
bescom-headline: ಬೆಸ್ಕಾಂ ಸಹಾಯಕ ಇಂಜಿನಿಯರ್ ಪ್ರಕಾಶ್ ವಿರುದ್ಧ ಕ್ರಮಕ್ಕೆ ಆಗ್ರಹ [54,1484,563,1514]
bescom-col1: ರಾಮನಗರ,ಸೆ.25: ಬೆಸ್ಕಾಂ ಬಿಡದಿ ಉಪವಿಭಾಗದ ಘಟಕ–10ರ ವ್ಯಾಪ್ತಿಯಲ್ಲಿ 16 ವರ್ಷಗಳಿಂದ ಬೇರೂರಿರುವ ಸಹಾಯಕ ಇಂಜಿನಿಯರ್ ಅವರನ್ನು ವರ್ಗಾವಣೆ ಮಾಡುವಂತೆ ರಾಜ್ಯ ಅನುಮತಿ ಪಡೆದ ವಿದ್ಯುತ್ ಗುತ್ತಿಗೆದಾರರ ಸಂಘದ ಜಿಲ್ಲಾ ಸಮಿತಿ ಒತ್ತಾಯಿಸಿದೆ. ಬಿಡದಿಯಲ್ಲಿ ನಡೆದ ಪತ್ರಿಕಾಗೋಷ್ಠಿಯಲ್ಲಿ ಗುತ್ತಿಗೆದಾರರ ಸಂಘದ ಜಿಲ್ಲಾ ಸಮಿತಿ ಅಧ್ಯಕ್ಷ ರೇಣುಕಾರಾಧ್ಯ ಮಾತನಾಡಿ, ಸಹಾಯಕ ಇಂಜಿನಿಯರ್ ವಿ.ಪ್ರಕಾಶ್ ಅವರು ಕಾನೂನುಬಾಹಿರವಾಗಿ ಕಾರ್ಯನಿರ್ವಹಿಸುತ್ತಿದ್ದಾರೆ ಎಂದು ಆರೋಪಿಸಿದರು. [40,1530,192,1701]
panchayat-col2: ಸಲ್ಲಿಸಿದವರನ್ನು ಹಮ್ಮಿಕೊಂಡಿದ್ದರು ಸಹ ಜೊತೆಗೆ ಕೆಲವೊಂದು ಸಂಸ್ಥೆಗೆ ಗ್ರಾಮಸ್ಥರಿಗೆ ಜನರ ಆಗ್ರಹ ಮೇರೆಗೆ ನಾನು ಸಲ್ಲಿಸಿದೆ ಎಂದು ತಿಳಿಸಿದರು. ಈ ಸಂದರ್ಭದಲ್ಲಿ ಮುಖಂಡರಾದ ರಾಜು, ಮಂಜುನಾಥ್ ರೆಡ್ಡಿ, ಪ್ರತಾಪ್ ಮತ್ತಿತರರು ಹಾಜರಿದ್ದರು. [1102,1210,1338,1269]
section-rule [40,1478,846,1479]
panchayat-headline-1: ಪಂಚಾಯಿತಿ ಸದಸ್ಯತ್ವ ಸ್ಥಾನಕ್ಕೆ [880,1116,1147,1151]
city-label: ಬೆಂಗಳೂರು [84,14,127,28]
missile-text-1: ಸಮಯದಲ್ಲಿ ಉಡಾವಣೆ ಮಾಡಲು ಅವಕಾಶ ಮಾಡಿಕೊಡುತ್ತದೆ. [40,130,198,157]
masthead-contact [1090,13,1332,45]
bhyrappa-headline: ಭೈರಪ್ಪರಿಗೆ ಭಾವಪೂರ್ಣ ನಮನ [70,300,361,335]
